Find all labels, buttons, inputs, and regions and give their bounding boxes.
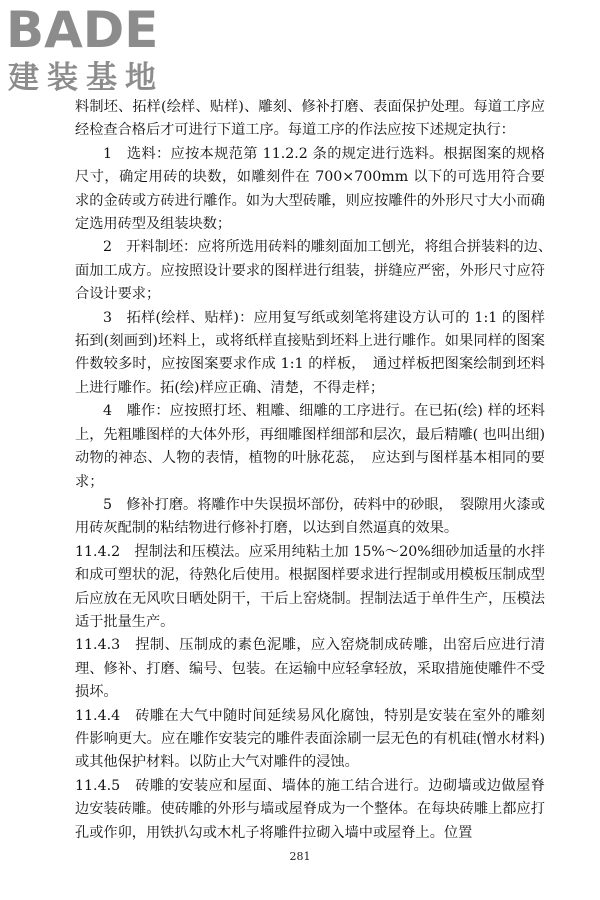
paragraph-item-5-repair-polish: 5 修补打磨。将雕作中失误损坏部份，砖料中的砂眼， 裂隙用火漆或用砖灰配制的粘结物进行修补打磨，以达到自然逼真的效果。: [75, 496, 545, 537]
paragraph-continuation: 料制坯、拓样(绘样、贴样)、雕刻、修补打磨、表面保护处理。每道工序应经检查合格后才可进行下道工序。每道工序的作法应按下述规定执行：: [75, 99, 545, 139]
logo-chinese-text: 建装基地: [8, 60, 164, 96]
logo-latin-text: BADE: [6, 1, 159, 59]
paragraph-item-2-cut-blank: 2 开料制坯：应将所选用砖料的雕刻面加工刨光，将组合拼装料的边、 面加工成方。应按照设计要求的图样进行组装，拼缝应严密，外形尺寸应符合设计要求；: [75, 239, 560, 303]
section-11-4-4: 11.4.4 砖雕在大气中随时间延续易风化腐蚀，特别是安装在室外的雕刻件影响更大。应在雕作安装完的雕件表面涂刷一层无色的有机硅(憎水材料)或其他保护材料。以防止大气对雕件的浸蚀。: [75, 707, 545, 771]
paragraph-item-4-carving: 4 雕作：应按照打坯、粗雕、细雕的工序进行。在已拓(绘) 样的坯料上，先粗雕图样的大体外形，再细雕图样细部和层次，最后精雕( 也叫出细)动物的神态、人物的表情，植物的叶脉花蕊， 应达到与图样基本相同的要求；: [75, 403, 545, 490]
paragraph-item-1-select-material: 1 选料：应按本规范第 11.2.2 条的规定进行选料。根据图案的规格尺寸，确定用砖的块数，如雕刻件在 700×700mm 以下的可选用符合要求的金砖或方砖进行雕作。如为大型砖雕，则应按雕件的外形尺寸大小而确定选用砖型及组装块数；: [75, 145, 545, 233]
section-11-4-3: 11.4.3 捏制、压制成的素色泥雕，应入窑烧制成砖雕，出窑后应进行清理、修补、打磨、编号、包装。在运输中应轻拿轻放，采取措施使雕件不受损坏。: [75, 637, 545, 701]
paragraph-item-3-transfer-pattern: 3 拓样(绘样、贴样)：应用复写纸或刻笔将建设方认可的 1:1 的图样拓到(刻画到)坯料上，或将纸样直接贴到坯料上进行雕作。如果同样的图案件数较多时，应按图案要求作成 1:1 的样板， 通过样板把图案绘制到坯料上进行雕作。拓(绘)样应正确、清楚，不得走样；: [75, 309, 545, 396]
body-text: [75, 96, 560, 845]
page-number: 281: [289, 850, 311, 863]
section-11-4-5: 11.4.5 砖雕的安装应和屋面、墙体的施工结合进行。边砌墙或边做屋脊边安装砖雕。使砖雕的外形与墙或屋脊成为一个整体。在每块砖雕上都应打孔或作卯，用铁扒勾或木札子将雕件拉砌入墙中或屋脊上。位置: [75, 777, 545, 841]
watermark-logo: [6, 2, 181, 102]
section-11-4-2: 11.4.2 捏制法和压模法。应采用纯粘土加 15%～20%细砂加适量的水拌和成可塑状的泥，待熟化后使用。根据图样要求进行捏制或用模板压制成型后应放在无风吹日晒处阴干，干后上窑烧制。捏制法适于单件生产，压模法适于批量生产。: [75, 543, 545, 630]
